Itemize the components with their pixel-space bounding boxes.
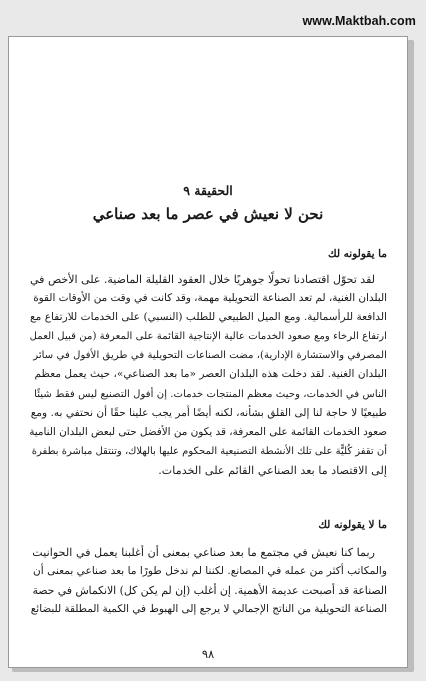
paragraph-line: الناس في الخدمات، وحيث معظم المنتجات خدمات. إن أفول التصنيع ليس فقط شيئًا	[34, 388, 387, 400]
paragraph-line: الصناعة قد أصبحت عديمة الأهمية. إن أغلب (إن لم يكن كل) الانكماش في حصة	[32, 584, 387, 598]
chapter-label: الحقيقة ٩	[183, 183, 233, 198]
paragraph-line: الصناعة التحويلية من الناتج الإجمالي لا يرجع إلى الهبوط في الكمية المطلقة للبضائع	[30, 603, 387, 616]
paragraph-what-they-dont-tell-you	[29, 543, 387, 619]
section-heading-what-they-dont-tell-you: ما لا يقولونه لك	[318, 519, 387, 531]
section-heading-what-they-tell-you: ما يقولونه لك	[327, 248, 387, 260]
paragraph-line: لقد تحوّل اقتصادنا تحولًا جوهريًا خلال العقود القليلة الماضية. على الأخص في	[30, 273, 375, 286]
paragraph-line: الدافعة للرأسمالية. ومع الميل الطبيعي للطلب (النسبي) على الخدمات للارتفاع مع	[30, 311, 387, 324]
paragraph-line: البلدان الغنية. لقد دخلت هذه البلدان العصر «ما بعد الصناعي»، حيث يعمل معظم	[34, 368, 387, 381]
paragraph-line: إلى الاقتصاد ما بعد الصناعي القائم على الخدمات.	[158, 463, 387, 477]
page-number: ٩٨	[201, 647, 215, 661]
paragraph-line: ارتفاع الرخاء ومع صعود الخدمات عالية الإنتاجية القائمة على المعرفة (من قبيل العمل	[29, 331, 387, 343]
paragraph-line: ربما كنا نعيش في مجتمع ما بعد صناعي بمعنى أن أغلبنا يعمل في الحوانيت	[32, 546, 375, 559]
chapter-title: نحن لا نعيش في عصر ما بعد صناعي	[92, 205, 324, 223]
paragraph-line: والمكاتب أكثر من عمله في المصانع. لكننا لم ندخل طورًا ما بعد صناعي بمعنى أن	[33, 565, 387, 578]
paragraph-line: أن تقفز كُليًّة على تلك الأنشطة التصنيعية المحكوم عليها بالهلاك، وتنتقل مباشرة بطفرة	[31, 445, 387, 457]
site-header	[0, 0, 426, 40]
paragraph-line: البلدان الغنية، لم تعد الصناعة التحويلية مهمة، وقد كانت في وقت من الأوقات القوة	[33, 292, 387, 305]
paragraph-what-they-tell-you	[29, 270, 387, 480]
paragraph-line: المصرفي والاستشارة الإدارية)، مضت الصناعات التحويلية في طريق الأفول في سائر	[33, 350, 387, 362]
paragraph-line: صعود الخدمات القائمة على المعرفة، قد يكون من الأفضل حتى لبعض البلدان النامية	[29, 425, 387, 438]
page-content	[29, 37, 387, 667]
site-watermark[interactable]: www.Maktbah.com	[302, 14, 416, 28]
paragraph-line: طبيعيًا لا حاجة لنا إلى القلق بشأنه، لكنه أيضًا أمر يجب علينا حقًا أن نحتفي به. ومع	[30, 406, 387, 419]
book-page	[8, 36, 408, 668]
